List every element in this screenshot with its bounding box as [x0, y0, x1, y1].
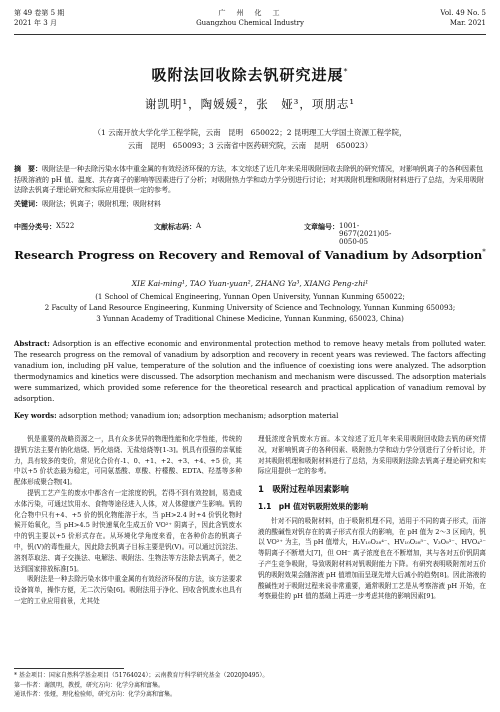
keywords-en-label: Key words: [14, 411, 57, 420]
article-number-label: 文章编号： [304, 223, 339, 231]
keywords-cn-label: 关键词： [14, 199, 42, 208]
footnote-fund: * 基金项目：国家自然科学基金项目（51764024）；云南教育厅科学研究基金（2020J0495）。 [14, 672, 269, 679]
title-cn-fund-mark: * [343, 67, 349, 76]
body-column-left [14, 434, 242, 607]
body-paragraph: 针对不同的吸附材料，由于吸附机理不同，适用于不同的离子形式，而溶液的酸碱性对钒存在的离子形式有很大的影响，在 pH 值为 2～3 区间内，钒以 VO²⁺ 为主，当 pH 值增大，H₂V₁₀O₂₈⁴⁻、HV₁₀O₂₈⁵⁻、V₃O₉³⁻、HVO₄²⁻ 等阴离子不断增大[7]，但 OH⁻ 离子浓度也在不断增加，其与各对五价钒阴离子产生竞争吸附，导致吸附材料对钒吸附能力下降。有研究表明吸附剂对五价钒的吸附效果会随溶液 pH 值增加而呈现先增大后减小的趋势[8]。因此溶液的酸碱性对于吸附过程来说非常重要，通常吸附工艺是从考察溶液 pH 开始，在考察最佳的 pH 值的基础上再进一步考虑其他的影响因素[9]。 [258, 516, 486, 601]
body-paragraph: 吸附法是一种去除污染水体中重金属的有效经济环保的方法，该方法要求设备简单，操作方便，无二次污染[6]。吸附法用于净化、回收含钒废水也具有一定的工业应用前景，尤其处 [14, 575, 242, 605]
abstract-en-text: Adsorption is an effective economic and environmental protection method to remove heavy metals from polluted water. The research progress on the removal of vanadium by adsorption and recovery in recent years was reviewed. The factors affecting vanadium ion, including pH value, temperature of the solution and the influence of coexisting ions were analyzed. The adsorption thermodynamics and kinetics were discussed. The adsorption mechanism and mechanism were discussed. The adsorption materials were summarized, which provided some reference for the theoretical research and practical application of vanadium removal by adsorption. [14, 340, 486, 403]
footnotes [14, 671, 486, 700]
paper-title-cn [0, 64, 500, 85]
affiliation-en-line: (1 School of Chemical Engineering, Yunnan Open University, Yunnan Kunming 650022; [95, 293, 405, 301]
paper-title-en [0, 248, 500, 262]
journal-name [14, 8, 486, 28]
volume-issue: 第 49 卷第 5 期 [14, 9, 65, 17]
title-cn-text: 吸附法回收除去钒研究进展 [151, 66, 344, 84]
doc-code-label: 文献标志码： [154, 223, 196, 231]
subsection-heading: 1.1 pH 值对钒吸附效果的影响 [258, 501, 369, 511]
author-list-cn: 谢凯明¹，陶媛媛²，张 娅³，项朋志¹ [145, 97, 355, 111]
abstract-en [14, 338, 486, 405]
body-paragraph: 钒是重要的战略资源之一，具有众多优异的物理性能和化学性能，传统的提钒方法主要有钠化焙烧、钙化焙烧、无盐焙烧等[1-3]。钒具有很强的亲氧能力，具有较多的变价，常见化合价有-1、0、+1、+2、+3、+4、+5 价，其中以+5 价状态最为稳定，可同氨基酸、草酸、柠檬酸、EDTA、羟基等多种配体形成聚合物[4]。 [14, 435, 242, 487]
clc-label: 中图分类号： [14, 223, 56, 231]
body-paragraph: 理低浓度含钒废水方面。本文综述了近几年来采用吸附回收除去钒的研究情况，对影响钒离子的各种因素、吸附热力学和动力学分别进行了分析讨论，并对其吸附机理和吸附材料进行了总结，为采用吸附法除去钒离子理论研究和实际应用提供一定的参考。 [258, 435, 486, 476]
footnote-first-author: 第一作者：谢凯明，教授，研究方向：化学分离和富集。 [14, 681, 165, 689]
header-rule [14, 34, 486, 35]
doc-code: A [196, 222, 202, 230]
clc-number: X522 [56, 222, 75, 230]
date-en: Mar. 2021 [449, 19, 486, 27]
affiliations-cn [40, 126, 460, 152]
keywords-cn: 吸附法；钒离子；吸附机理；吸附材料 [42, 199, 161, 208]
affiliation-cn-line: （1 云南开放大学化学工程学院，云南 昆明 650022；2 昆明理工大学国土资源工程学院， [93, 128, 407, 137]
abstract-cn [14, 164, 486, 209]
body-paragraph: 提钒工艺产生的废水中都含有一定浓度的钒，若得不到有效控制，易造成水体污染，可通过饮用水、食物等途径进入人体，对人体健康产生影响。钒的化合物中只有+4、+5 价的钒化物能溶于水，当 pH>2.4 时+4 价钒化物时候开始氧化，当 pH>4.5 时快速氧化生成五价 VO²⁺ 阴离子，因此含钒废水中的钒主要以+5 价形式存在。从环境化学角度来看，在各种价态的钒离子中，钒(V)的毒性最大，因此除去钒离子目标主要是钒(V)。可以通过沉淀法、溶剂萃取法、离子交换法、电解法、吸附法、生物法等方法除去钒离子，使之达到国家排放标准[5]。 [14, 488, 242, 573]
volume-en: Vol. 49 No. 5 [440, 9, 486, 17]
footnote-corresponding-author: 通讯作者：张娅，理化检验师，研究方向：化学分离和富集。 [14, 691, 177, 698]
journal-volume-en [440, 8, 486, 28]
issue-date: 2021 年 3 月 [14, 19, 57, 27]
abstract-en-label: Abstract: [14, 339, 50, 348]
footnote-rule [14, 668, 124, 669]
affiliation-en-line: 2 Faculty of Land Resource Engineering, Kunming University of Science and Technology, Yunnan Kunming 650093; [44, 304, 456, 312]
title-en-text: Research Progress on Recovery and Removal of Vanadium by Adsorption [14, 248, 483, 262]
affiliations-en [14, 292, 486, 325]
abstract-cn-label: 摘 要： [14, 165, 42, 173]
article-number: 1001-9677(2021)05-0050-05 [339, 222, 392, 246]
author-list-en: XIE Kai-ming¹, TAO Yuan-yuan², ZHANG Ya³, XIANG Peng-zhi¹ [131, 279, 369, 288]
body-column-right [258, 434, 486, 602]
affiliation-cn-line: 云南 昆明 650093；3 云南省中医药研究院，云南 昆明 650023） [127, 141, 373, 150]
journal-name-en: Guangzhou Chemical Industry [196, 19, 304, 27]
abstract-cn-text: 吸附法是一种去除污染水体中重金属的有效经济环保的方法，本文综述了近几年来采用吸附回收去除钒的研究情况，对影响钒离子的各种因素包括吸溶液的 pH 值、温度、共存离子的影响等因素进行了分析；对吸附热力学和动力学分别进行讨论；对其吸附机理和吸附材料进行了总结，为采用吸附法除去钒离子理论研究和实际应用提供一定的参考。 [14, 165, 485, 194]
classification-row [14, 222, 486, 246]
keywords-en-block [14, 410, 486, 422]
title-en-fund-mark: * [482, 248, 486, 257]
keywords-en: adsorption method; vanadium ion; adsorption mechanism; adsorption material [58, 412, 339, 420]
journal-name-cn: 广 州 化 工 [218, 9, 282, 17]
affiliation-en-line: 3 Yunnan Academy of Traditional Chinese Medicine, Yunnan Kunming, 650023, China) [96, 315, 404, 323]
section-heading: 1 吸附过程单因素影响 [258, 485, 349, 496]
